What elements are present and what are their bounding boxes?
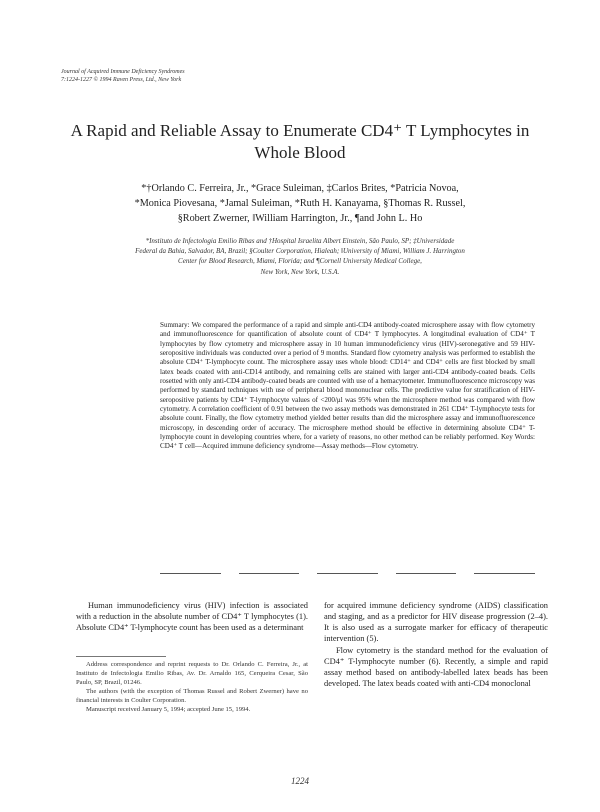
article-title: A Rapid and Reliable Assay to Enumerate CD4⁺ T Lymphocytes in Whole Blood: [70, 121, 530, 162]
divider-segment: [239, 573, 300, 574]
abstract-divider: [160, 573, 535, 574]
page-number: 1224: [291, 776, 309, 786]
affiliations: [80, 236, 520, 277]
body-paragraph: for acquired immune deficiency syndrome (AIDS) classification and staging, and as a predictor for HIV disease progression (2–4). It is also used as a surrogate marker for efficacy of therapeutic intervention (5).: [324, 601, 548, 643]
author-line: §Robert Zwerner, ‖William Harrington, Jr., ¶and John L. Ho: [177, 213, 423, 224]
journal-header-line2: 7:1224-1227 © 1994 Raven Press, Ltd., New York: [61, 77, 182, 83]
journal-header: [61, 68, 321, 84]
journal-header-line1: Journal of Acquired Immune Deficiency Syndromes: [61, 69, 185, 75]
affiliation-line: Center for Blood Research, Miami, Florida; and ¶Cornell University Medical College,: [178, 257, 422, 266]
author-list: [70, 181, 530, 226]
affiliation-line: New York, New York, U.S.A.: [260, 267, 340, 276]
body-paragraph: Flow cytometry is the standard method for the evaluation of CD4⁺ T-lymphocyte number (6). Recently, a simple and rapid assay method based on antibody-labelled latex beads has been developed. The latex beads coated with anti-CD4 monoclonal: [324, 646, 548, 688]
divider-segment: [474, 573, 535, 574]
divider-segment: [396, 573, 457, 574]
keywords-label: Key Words:: [500, 433, 535, 442]
divider-segment: [317, 573, 378, 574]
author-line: *Monica Piovesana, *Jamal Suleiman, *Ruth H. Kanayama, §Thomas R. Russel,: [134, 198, 466, 209]
footnote: Address correspondence and reprint requests to Dr. Orlando C. Ferreira, Jr., at Instituto de Infectologia Emilio Ribas, Av. Dr. Arnaldo 165, Cerqueira Cesar, São Paulo, SP, Brazil, 01246.: [76, 661, 308, 686]
abstract: [160, 321, 535, 452]
footnotes: [76, 660, 308, 714]
footnote: Manuscript received January 5, 1994; accepted June 15, 1994.: [86, 706, 251, 713]
footnote: The authors (with the exception of Thomas Russel and Robert Zwerner) have no financial interests in Coulter Corporation.: [76, 688, 308, 704]
body-paragraph: Human immunodeficiency virus (HIV) infection is associated with a reduction in the absolute number of CD4⁺ T lymphocytes (1). Absolute CD4⁺ T-lymphocyte count has been used as a determinant: [76, 601, 308, 632]
body-column-left: [76, 600, 308, 634]
affiliation-line: Federal da Bahia, Salvador, BA, Brazil; §Coulter Corporation, Hialeah; ‖University of Miami, William J. Harrington: [135, 247, 465, 256]
affiliation-line: *Instituto de Infectologia Emilio Ribas and †Hospital Israelita Albert Einstein, São Paulo, SP; ‡Universidade: [145, 237, 455, 245]
author-line: *†Orlando C. Ferreira, Jr., *Grace Suleiman, ‡Carlos Brites, *Patricia Novoa,: [141, 183, 459, 194]
footnote-rule: [76, 656, 166, 657]
divider-segment: [160, 573, 221, 574]
abstract-label: Summary:: [160, 321, 190, 329]
abstract-text: We compared the performance of a rapid and simple anti-CD4 antibody-coated microsphere assay with flow cytometry and immunofluorescence for quantification of absolute count of CD4⁺ T lymphocytes. A longitudinal evaluation of CD4⁺ T lymphocytes by flow cytometry and microsphere assay in 10 human immunodeficiency virus (HIV)-seronegative and 59 HIV-seropositive individuals was conducted over a period of 9 months. Standard flow cytometry analysis was performed to establish the absolute CD4⁺ T-lymphocyte count. The microsphere assay uses whole blood: CD14⁺ and CD4⁺ cells are first blocked by small latex beads coated with anti-CD14 antibody, and remaining cells are stained with larger anti-CD4 antibody-coated beads. Cells rosetted with only anti-CD4 antibody-coated beads are counted with use of a hemacytometer. Immunofluorescence microscopy was performed by standard techniques with use of peripheral blood mononuclear cells. The predictive value for stratification of HIV-seropositive patients by CD4⁺ T-lymphocyte values of <200/μl was 95% when the microsphere method was compared with flow cytometry. A correlation coefficient of 0.91 between the two assay methods was demonstrated in 261 CD4⁺ T-lymphocyte tests for absolute count. Finally, the flow cytometry method yielded better results than did the microsphere assay and immunofluorescence microscopy, in descending order of accuracy. The microsphere method should be effective in determining absolute CD4⁺ T-lymphocyte count in developing countries where, for a variety of reasons, no other method can be reliably performed.: [160, 321, 535, 442]
body-column-right: [324, 600, 548, 690]
keywords-text: CD4⁺ T cell—Acquired immune deficiency syndrome—Assay methods—Flow cytometry.: [160, 442, 419, 451]
